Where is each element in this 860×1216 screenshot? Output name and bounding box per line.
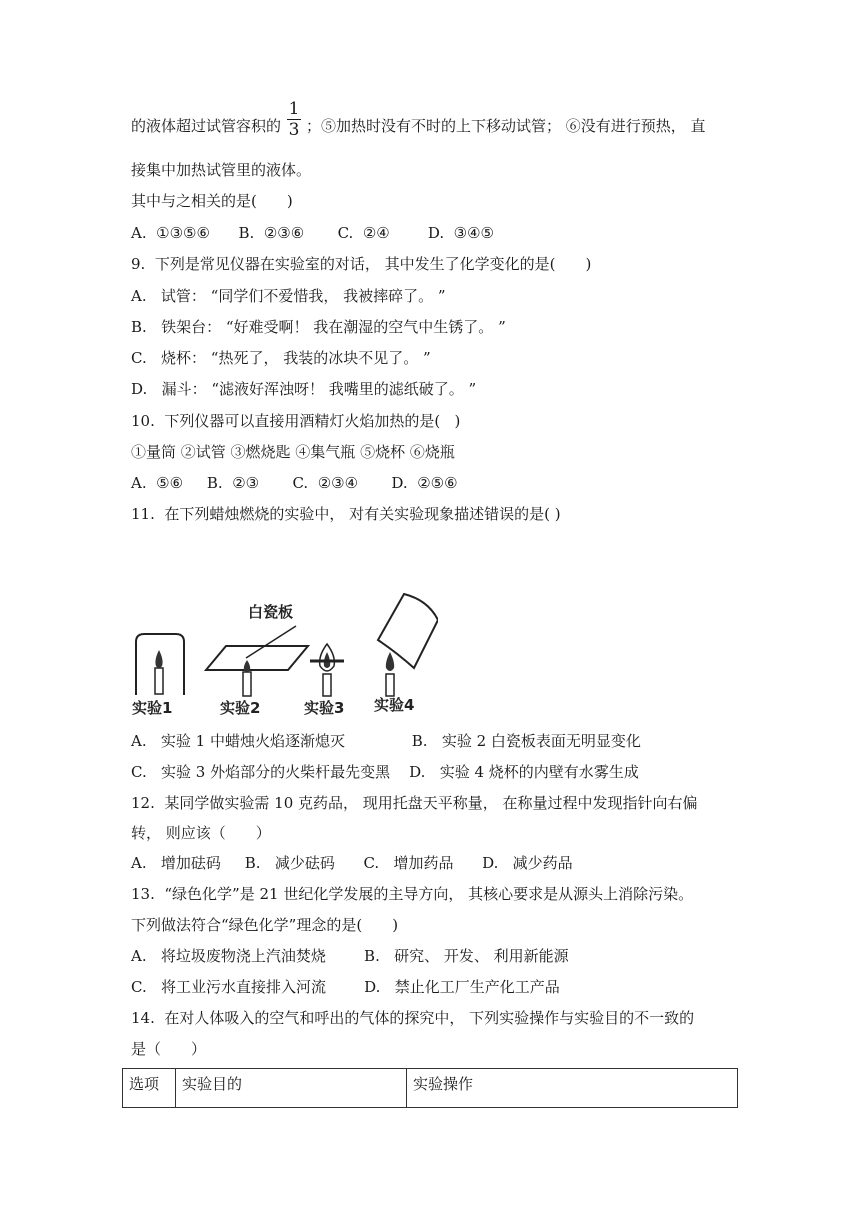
q9-option-d: D. 漏斗： “滤液好浑浊呀！ 我嘴里的滤纸破了。 ” (131, 380, 477, 398)
text-line-3: 其中与之相关的是( ) (131, 192, 293, 210)
q12-options: A. 增加砝码 B. 减少砝码 C. 增加药品 D. 减少药品 (131, 854, 573, 872)
q11-options-cd: C. 实验 3 外焰部分的火柴杆最先变黑 D. 实验 4 烧杯的内壁有水雾生成 (131, 763, 639, 781)
exp1-label: 实验1 (132, 699, 173, 717)
q10-items: ①量筒 ②试管 ③燃烧匙 ④集气瓶 ⑤烧杯 ⑥烧瓶 (131, 443, 455, 461)
q13-stem-cont: 下列做法符合“绿色化学”理念的是( ) (131, 916, 399, 934)
experiment-1-bell-jar (136, 634, 184, 695)
table-header-purpose: 实验目的 (176, 1069, 407, 1108)
q8-options: A. ①③⑤⑥ B. ②③⑥ C. ②④ D. ③④⑤ (131, 224, 495, 242)
plate-label: 白瓷板 (248, 603, 294, 621)
q13-stem: 13. “绿色化学”是 21 世纪化学发展的主导方向， 其核心要求是从源头上消除污染。 (131, 885, 694, 903)
fraction-one-third (287, 100, 301, 139)
q13-options-cd: C. 将工业污水直接排入河流 D. 禁止化工厂生产化工产品 (131, 978, 560, 996)
q14-table (122, 1068, 738, 1108)
table-header-option: 选项 (123, 1069, 176, 1108)
q14-stem: 14. 在对人体吸入的空气和呼出的气体的探究中， 下列实验操作与实验目的不一致的 (131, 1009, 695, 1027)
q13-options-ab: A. 将垃圾废物浇上汽油焚烧 B. 研究、 开发、 利用新能源 (131, 947, 569, 965)
q10-options: A. ⑤⑥ B. ②③ C. ②③④ D. ②⑤⑥ (131, 474, 458, 492)
text-line-1b: ；⑤加热时没有不时的上下移动试管； ⑥没有进行预热， 直 (306, 117, 706, 135)
q12-stem: 12. 某同学做实验需 10 克药品， 现用托盘天平称量， 在称量过程中发现指针向右偏 (131, 794, 698, 812)
q9-stem: 9. 下列是常见仪器在实验室的对话， 其中发生了化学变化的是( ) (131, 255, 592, 273)
exp2-label: 实验2 (220, 699, 261, 717)
q10-stem: 10. 下列仪器可以直接用酒精灯火焰加热的是( ) (131, 412, 461, 430)
candle-experiments-figure (128, 590, 438, 720)
experiment-3-matchstick (310, 644, 344, 696)
q9-option-c: C. 烧杯： “热死了， 我装的冰块不见了。 ” (131, 349, 431, 367)
fraction-denominator: 3 (288, 120, 300, 140)
table-header-row (123, 1069, 738, 1108)
text-line-1a: 的液体超过试管容积的 (131, 117, 282, 135)
experiment-4-beaker (378, 594, 438, 696)
q11-stem: 11. 在下列蜡烛燃烧的实验中， 对有关实验现象描述错误的是( ) (131, 505, 561, 523)
exp3-label: 实验3 (304, 699, 345, 717)
text-line-2: 接集中加热试管里的液体。 (131, 161, 312, 179)
q14-stem-cont: 是（ ） (131, 1040, 207, 1058)
fraction-numerator: 1 (288, 99, 300, 119)
table-header-operation: 实验操作 (407, 1069, 738, 1108)
q11-options-ab: A. 实验 1 中蜡烛火焰逐渐熄灭 B. 实验 2 白瓷板表面无明显变化 (131, 732, 641, 750)
q12-stem-cont: 转， 则应该（ ） (131, 824, 271, 842)
exp4-label: 实验4 (374, 696, 415, 714)
experiment-2-porcelain-plate (206, 603, 308, 696)
q9-option-a: A. 试管： “同学们不爱惜我， 我被摔碎了。 ” (131, 287, 446, 305)
q9-option-b: B. 铁架台： “好难受啊！ 我在潮湿的空气中生锈了。 ” (131, 318, 506, 336)
